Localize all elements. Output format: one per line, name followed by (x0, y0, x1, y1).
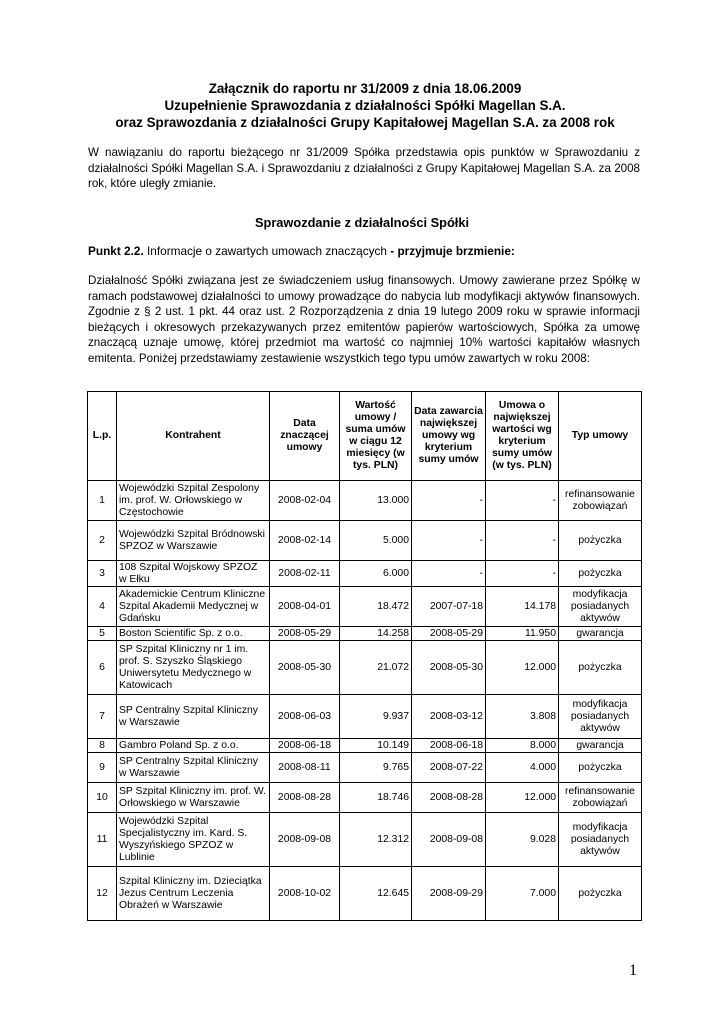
header-wartosc: Wartość umowy / suma umów w ciągu 12 miesięcy (w tys. PLN) (340, 392, 412, 481)
cell-umowa: - (486, 521, 559, 561)
cell-typ: modyfikacja posiadanych aktywów (559, 587, 642, 627)
table-row (88, 695, 642, 739)
punkt-label: Punkt 2.2. (88, 244, 144, 258)
cell-wartosc: 18.472 (340, 587, 412, 627)
cell-data: 2008-06-03 (270, 695, 340, 739)
cell-data: 2008-05-29 (270, 627, 340, 641)
table-row (88, 561, 642, 587)
cell-lp: 2 (88, 521, 117, 561)
cell-wartosc: 10.149 (340, 739, 412, 753)
cell-kontrahent: SP Szpital Kliniczny im. prof. W. Orłowskiego w Warszawie (117, 783, 270, 813)
cell-umowa: 12.000 (486, 641, 559, 695)
cell-data: 2008-02-14 (270, 521, 340, 561)
cell-data: 2008-02-04 (270, 481, 340, 521)
cell-wartosc: 5.000 (340, 521, 412, 561)
cell-kontrahent: Wojewódzki Szpital Bródnowski SPZOZ w Warszawie (117, 521, 270, 561)
cell-lp: 11 (88, 813, 117, 867)
cell-data-zawarcia: 2008-05-29 (412, 627, 486, 641)
punkt-text: Informacje o zawartych umowach znaczących (143, 244, 391, 258)
cell-wartosc: 18.746 (340, 783, 412, 813)
cell-umowa: 7.000 (486, 867, 559, 921)
cell-umowa: 3.808 (486, 695, 559, 739)
cell-kontrahent: Wojewódzki Szpital Specjalistyczny im. Kard. S. Wyszyńskiego SPZOZ w Lublinie (117, 813, 270, 867)
table-row (88, 481, 642, 521)
cell-data: 2008-05-30 (270, 641, 340, 695)
body-paragraph: Działalność Spółki związana jest ze świadczeniem usług finansowych. Umowy zawierane przez Spółkę w ramach podstawowej działalności to umowy prowadzące do nabycia lub modyfikacji aktywów finansowych. Zgodnie z § 2 ust. 1 pkt. 44 oraz ust. 2 Rozporządzenia z dnia 19 lutego 2009 roku w sprawie informacji bieżących i okresowych przekazywanych przez emitentów papierów wartościowych, Spółka za umowę znaczącą uznaje umowę, której przedmiot ma wartość co najmniej 10% wartości kapitałów własnych emitenta. Poniżej przedstawiamy zestawienie wszystkich tego typu umów zawartych w roku 2008: (88, 274, 640, 365)
cell-lp: 9 (88, 753, 117, 783)
cell-typ: pożyczka (559, 561, 642, 587)
table-row (88, 627, 642, 641)
cell-typ: refinansowanie zobowiązań (559, 783, 642, 813)
cell-data-zawarcia: 2008-03-12 (412, 695, 486, 739)
cell-wartosc: 13.000 (340, 481, 412, 521)
cell-typ: pożyczka (559, 753, 642, 783)
cell-lp: 3 (88, 561, 117, 587)
header-lp: L.p. (88, 392, 117, 481)
cell-data-zawarcia: 2008-09-08 (412, 813, 486, 867)
header-data-zawarcia: Data zawarcia największej umowy wg kryterium sumy umów (412, 392, 486, 481)
cell-data-zawarcia: 2008-07-22 (412, 753, 486, 783)
cell-data: 2008-08-28 (270, 783, 340, 813)
cell-data-zawarcia: 2007-07-18 (412, 587, 486, 627)
cell-kontrahent: Szpital Kliniczny im. Dzieciątka Jezus Centrum Leczenia Obrażeń w Warszawie (117, 867, 270, 921)
cell-lp: 8 (88, 739, 117, 753)
page-number: 1 (629, 962, 637, 979)
cell-data-zawarcia: - (412, 561, 486, 587)
cell-kontrahent: Akademickie Centrum Kliniczne Szpital Akademii Medycznej w Gdańsku (117, 587, 270, 627)
punkt-heading (88, 244, 515, 258)
cell-lp: 6 (88, 641, 117, 695)
punkt-emphasis: - przyjmuje brzmienie: (390, 244, 515, 258)
intro-paragraph: W nawiązaniu do raportu bieżącego nr 31/2009 Spółka przedstawia opis punktów w Sprawozdaniu z działalności Spółki Magellan S.A. i Sprawozdaniu z działalności z Grupy Kapitałowej Magellan S.A. za 2008 rok, które uległy zmianie. (88, 146, 640, 191)
table-row (88, 867, 642, 921)
cell-data: 2008-06-18 (270, 739, 340, 753)
cell-typ: pożyczka (559, 641, 642, 695)
cell-wartosc: 12.645 (340, 867, 412, 921)
header-data-umowy: Data znaczącej umowy (270, 392, 340, 481)
cell-lp: 5 (88, 627, 117, 641)
cell-typ: refinansowanie zobowiązań (559, 481, 642, 521)
table-header-row (88, 392, 642, 481)
cell-data-zawarcia: 2008-06-18 (412, 739, 486, 753)
table-row (88, 521, 642, 561)
cell-wartosc: 9.937 (340, 695, 412, 739)
cell-data: 2008-04-01 (270, 587, 340, 627)
cell-umowa: 9.028 (486, 813, 559, 867)
cell-wartosc: 6.000 (340, 561, 412, 587)
section-title: Sprawozdanie z działalności Spółki (254, 215, 470, 230)
cell-kontrahent: Wojewódzki Szpital Zespolony im. prof. W. Orłowskiego w Częstochowie (117, 481, 270, 521)
cell-lp: 1 (88, 481, 117, 521)
cell-data: 2008-09-08 (270, 813, 340, 867)
cell-wartosc: 21.072 (340, 641, 412, 695)
cell-typ: pożyczka (559, 867, 642, 921)
cell-umowa: 8.000 (486, 739, 559, 753)
title-line-1: Załącznik do raportu nr 31/2009 z dnia 18.06.2009 (208, 81, 522, 96)
cell-typ: pożyczka (559, 521, 642, 561)
cell-umowa: 14.178 (486, 587, 559, 627)
cell-data-zawarcia: 2008-09-29 (412, 867, 486, 921)
cell-typ: modyfikacja posiadanych aktywów (559, 813, 642, 867)
cell-kontrahent: Boston Scientific Sp. z o.o. (117, 627, 270, 641)
cell-wartosc: 14.258 (340, 627, 412, 641)
cell-umowa: - (486, 481, 559, 521)
cell-data-zawarcia: - (412, 521, 486, 561)
table-row (88, 753, 642, 783)
cell-lp: 7 (88, 695, 117, 739)
cell-umowa: 4.000 (486, 753, 559, 783)
cell-data-zawarcia: 2008-08-28 (412, 783, 486, 813)
document-title (0, 80, 724, 131)
cell-typ: modyfikacja posiadanych aktywów (559, 695, 642, 739)
cell-typ: gwarancja (559, 627, 642, 641)
table-row (88, 813, 642, 867)
title-line-3: oraz Sprawozdania z działalności Grupy Kapitałowej Magellan S.A. za 2008 rok (115, 115, 615, 130)
table-row (88, 783, 642, 813)
header-kontrahent: Kontrahent (117, 392, 270, 481)
cell-wartosc: 9.765 (340, 753, 412, 783)
cell-data-zawarcia: 2008-05-30 (412, 641, 486, 695)
table-row (88, 587, 642, 627)
cell-kontrahent: SP Centralny Szpital Kliniczny w Warszawie (117, 695, 270, 739)
header-typ-umowy: Typ umowy (559, 392, 642, 481)
cell-data-zawarcia: - (412, 481, 486, 521)
cell-data: 2008-08-11 (270, 753, 340, 783)
title-line-2: Uzupełnienie Sprawozdania z działalności Spółki Magellan S.A. (164, 98, 566, 113)
cell-lp: 12 (88, 867, 117, 921)
cell-lp: 4 (88, 587, 117, 627)
cell-typ: gwarancja (559, 739, 642, 753)
contracts-table (87, 391, 642, 921)
table-row (88, 641, 642, 695)
cell-kontrahent: Gambro Poland Sp. z o.o. (117, 739, 270, 753)
header-umowa-najwieksza: Umowa o największej wartości wg kryterium sumy umów (w tys. PLN) (486, 392, 559, 481)
cell-data: 2008-02-11 (270, 561, 340, 587)
table-row (88, 739, 642, 753)
cell-kontrahent: SP Szpital Kliniczny nr 1 im. prof. S. Szyszko Śląskiego Uniwersytetu Medycznego w Katowicach (117, 641, 270, 695)
cell-umowa: - (486, 561, 559, 587)
cell-umowa: 12.000 (486, 783, 559, 813)
cell-wartosc: 12.312 (340, 813, 412, 867)
cell-kontrahent: 108 Szpital Wojskowy SPZOZ w Ełku (117, 561, 270, 587)
cell-lp: 10 (88, 783, 117, 813)
cell-kontrahent: SP Centralny Szpital Kliniczny w Warszawie (117, 753, 270, 783)
cell-data: 2008-10-02 (270, 867, 340, 921)
cell-umowa: 11.950 (486, 627, 559, 641)
